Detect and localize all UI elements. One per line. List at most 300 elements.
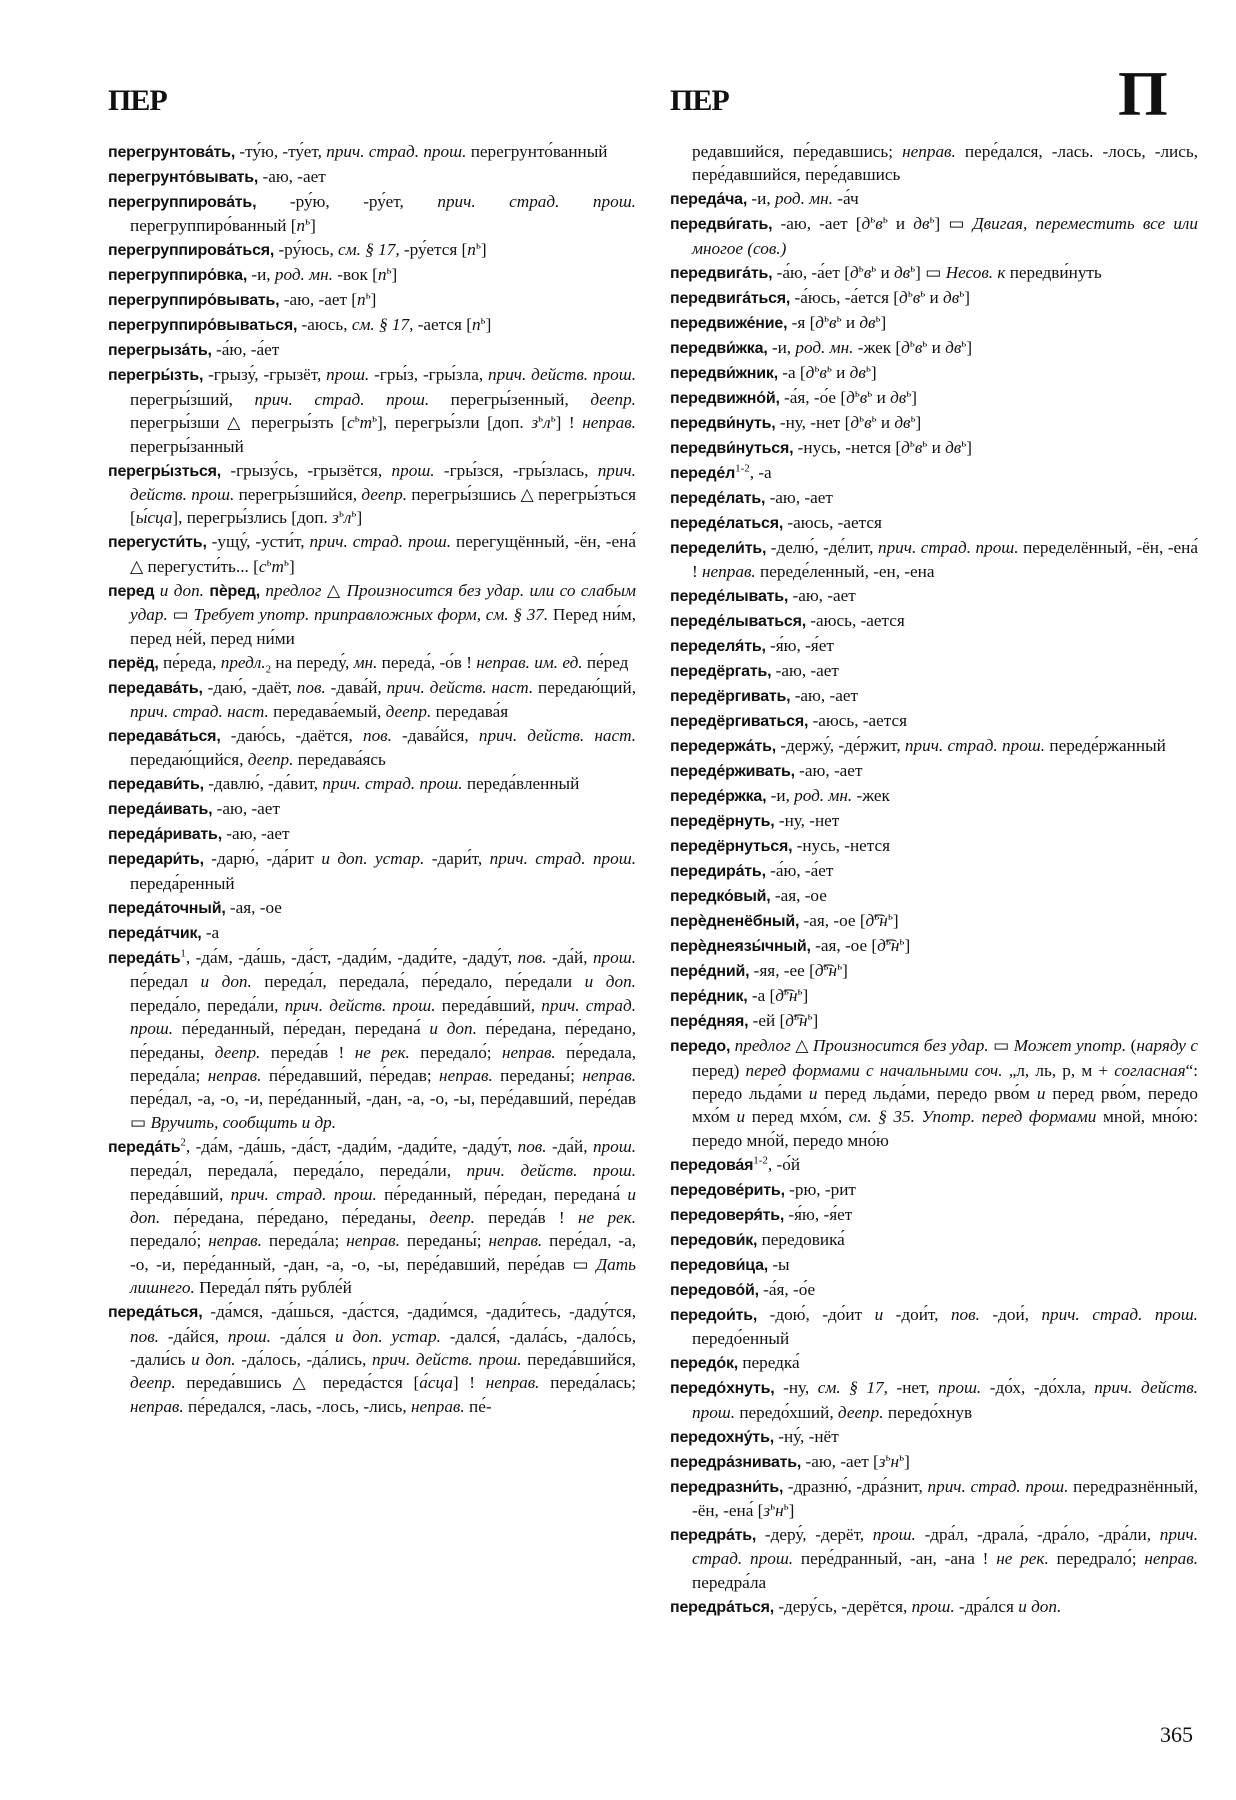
entry-text: -да́й, — [546, 947, 593, 967]
entry-text: -нусь, -нется — [792, 836, 891, 856]
grammar-note: дв — [849, 362, 866, 382]
entry-text: ь — [885, 1450, 891, 1463]
grammar-note: з — [878, 1451, 886, 1471]
entry-text: ь — [538, 412, 544, 425]
entry-text: -ая, -ое — [225, 897, 282, 917]
entry-text: переда́вшийся, — [521, 1349, 636, 1369]
headword: перегруппиро́вываться, — [108, 317, 298, 335]
entry-text: -даю́сь, -даётся, — [220, 726, 363, 746]
entry-text: -гры́зся, -гры́злась, — [434, 460, 598, 480]
dictionary-entry — [670, 634, 1198, 658]
entry-text: ь — [338, 507, 344, 520]
grammar-note: д — [846, 387, 855, 407]
entry-text: перегры́зшись △ перегры́зться [ — [130, 485, 636, 528]
entry-text: переде́ленный, -ен, -ена — [755, 562, 935, 582]
headword: передёргивать, — [670, 688, 791, 706]
entry-text: ь — [858, 262, 864, 275]
entry-text: переда́вший, — [130, 1184, 231, 1204]
entry-text: ] — [964, 287, 970, 307]
grammar-note: с — [346, 413, 355, 433]
entry-text: -дава́й, — [325, 677, 387, 697]
grammar-note: и доп. устар. — [335, 1326, 441, 1346]
entry-text: передава́емый, — [268, 702, 386, 722]
headword: передели́ть, — [670, 539, 767, 557]
entry-text: 1 — [180, 947, 186, 960]
headword: переда́тчик, — [108, 924, 202, 942]
headword: переда́точный, — [108, 899, 226, 917]
entry-text: -рю, -рит — [784, 1179, 856, 1199]
entry-text: перегруппиро́ванный [ — [130, 216, 297, 236]
entry-text: ь — [907, 287, 913, 300]
entry-text: на переду́, — [271, 652, 354, 672]
entry-text: -и, — [247, 265, 275, 285]
headword: передра́знивать, — [670, 1453, 802, 1471]
grammar-note: Дать лишнего. — [130, 1254, 636, 1298]
entry-text: -аю, -ает — [790, 686, 858, 706]
entry-text: 1-2 — [735, 462, 750, 475]
entry-text: переда́л, передала́, пе́редало, пе́редали — [251, 972, 585, 992]
grammar-note: и доп. — [191, 1349, 236, 1369]
entry-text: переда́ла; — [261, 1231, 347, 1251]
entry-text: перегры́зшийся, — [234, 485, 362, 505]
dictionary-entry — [108, 288, 636, 312]
dictionary-entry — [670, 461, 1198, 485]
entry-text: Переда́л пя́ть рубле́й — [194, 1278, 352, 1298]
headword: передове́рить, — [670, 1181, 785, 1199]
running-head-right: ПЕР — [670, 84, 729, 117]
grammar-note: в — [875, 214, 883, 234]
dictionary-entry — [670, 1153, 1198, 1177]
entry-text: ь — [807, 1010, 813, 1023]
entry-text: ь — [783, 1500, 789, 1513]
entry-text: пе́реда, — [158, 652, 221, 672]
grammar-note: неправ. — [439, 1065, 493, 1085]
entry-text: -да́й, — [546, 1136, 593, 1156]
headword: передо, — [670, 1038, 731, 1056]
entry-text: -аю, -ает — [212, 799, 280, 819]
entry-text: редавшийся, пе́редавшись; — [692, 142, 903, 161]
entry-text: и — [927, 337, 946, 357]
entry-text: -а́я, -о́е [ — [779, 387, 847, 407]
grammar-note: прич. страд. наст. — [130, 702, 269, 722]
headword: передви́жка, — [670, 339, 768, 357]
entry-text: ь — [550, 412, 556, 425]
grammar-note: предлог △ Произносится без удар. или со слабым удар. ▭ Требует употр. приправложных форм, см. § 37. — [130, 580, 636, 625]
entry-text: -аюсь, -ается — [783, 512, 882, 532]
dictionary-entry — [108, 313, 636, 337]
entry-text: перегры́зший, — [130, 389, 255, 409]
grammar-note: д — [849, 262, 859, 282]
entry-text: передра́ла — [692, 1572, 767, 1592]
grammar-note: прош. — [391, 460, 435, 480]
entry-text: , -да́м, -да́шь, -да́ст, -дади́м, -дади́те, -даду́т, — [185, 1136, 518, 1156]
entry-text: -ру́ется [ — [399, 240, 468, 260]
grammar-note: неправ. — [488, 1231, 543, 1251]
dictionary-entry — [670, 984, 1198, 1008]
grammar-note: род. мн. — [774, 189, 833, 209]
entry-text: переданы́; — [399, 1231, 489, 1251]
entry-text: -а́ю, -а́ет [ — [772, 262, 850, 282]
entry-text: ь — [824, 312, 830, 325]
entry-text: -ая, -ое [ — [810, 936, 878, 956]
dictionary-entry — [670, 336, 1198, 360]
headword: передвига́ть, — [670, 264, 773, 282]
dictionary-entry — [108, 772, 636, 796]
headword: переда́ривать, — [108, 826, 222, 844]
grammar-note: в — [914, 337, 923, 357]
headword: передви́нуть, — [670, 414, 776, 432]
entry-text: ь — [365, 289, 371, 302]
headword: передви́гать, — [670, 216, 773, 234]
dictionary-entry — [670, 286, 1198, 310]
entry-text: ь — [475, 239, 481, 252]
entry-text: -аюсь, -ается — [806, 611, 905, 631]
headword: перѐднеязы́чный, — [670, 938, 811, 956]
headword: передёрнуть, — [670, 813, 775, 831]
grammar-note: прич. действ. прош. — [130, 460, 636, 505]
entry-text: -ы — [768, 1254, 790, 1274]
grammar-note: д — [850, 412, 860, 432]
grammar-note: дв — [890, 387, 907, 407]
entry-text: -аю, -ает — [258, 167, 326, 186]
entry-text: ] ! — [555, 413, 583, 433]
entry-text: переда́вленный — [462, 774, 580, 794]
headword: передоверя́ть, — [670, 1206, 785, 1224]
entry-text: ь — [867, 387, 873, 400]
entry-text: -ру́ю, -ру́ет, — [256, 192, 438, 211]
entry-text: -дра́лся — [954, 1596, 1019, 1616]
entry-text: ь — [887, 910, 893, 923]
entry-text: передви́нуть — [1005, 262, 1102, 282]
grammar-note: и — [1036, 1084, 1046, 1104]
grammar-note: л — [543, 413, 551, 433]
headword: передви́нуться, — [670, 439, 794, 457]
entry-text: -деру́, -дерёт, — [756, 1525, 873, 1545]
grammar-note: з — [531, 413, 539, 433]
entry-text: ь — [906, 387, 912, 400]
dictionary-entry — [108, 263, 636, 287]
grammar-note: деепр. — [247, 750, 294, 770]
entry-text: -аю, -ает — [788, 586, 856, 606]
entry-text: ] — [966, 437, 973, 457]
entry-text: пе́редана, пе́редано, пе́реданы, — [160, 1207, 430, 1227]
entry-text: -дра́л, -драла́, -дра́ло, -дра́ли, — [915, 1525, 1160, 1545]
grammar-note: п — [296, 216, 306, 236]
dictionary-entry — [670, 486, 1198, 510]
entry-text: передаю́щийся, — [130, 750, 248, 770]
entry-text: -ей [ — [748, 1011, 786, 1031]
entry-text: ], перегры́злись [доп. — [172, 508, 333, 528]
dictionary-entry — [108, 363, 636, 458]
entry-text: ] — [966, 337, 973, 357]
grammar-note: наряду с — [1136, 1036, 1198, 1056]
entry-text: ] — [370, 290, 377, 310]
dictionary-entry — [670, 1450, 1198, 1474]
entry-text: и — [876, 262, 894, 282]
headword: передови́ца, — [670, 1256, 769, 1274]
dictionary-entry — [108, 1300, 636, 1418]
grammar-note: Двигая, переместить все или многое (сов.) — [692, 214, 1198, 258]
section-letter: П — [1118, 58, 1168, 129]
entry-text: ь — [797, 985, 803, 998]
grammar-note: и доп. — [154, 580, 210, 600]
dictionary-entry — [670, 659, 1198, 683]
entry-text: -ну, -нет — [774, 811, 840, 831]
grammar-note: прич. страд. прош. — [437, 192, 636, 211]
grammar-note: деепр. — [214, 1042, 261, 1062]
entry-text: ь — [899, 1450, 905, 1463]
entry-text: ь — [909, 437, 915, 450]
entry-text: пе́редавший, пе́редав; — [261, 1065, 440, 1085]
entry-text: и — [841, 312, 860, 332]
grammar-note: прич. действ. прош. — [488, 365, 636, 385]
entry-text: передразнённый, -ён, -ена́ [ — [692, 1476, 1198, 1521]
grammar-note: д — [901, 337, 910, 357]
entry-text: 1-2 — [753, 1154, 768, 1167]
headword: передохну́ть, — [670, 1428, 774, 1446]
entry-text: -грызу́сь, -грызётся, — [221, 460, 392, 480]
dictionary-entry — [670, 261, 1198, 285]
grammar-note: прич. действ. наст. — [478, 726, 636, 746]
grammar-note: прош. — [938, 1378, 982, 1398]
grammar-note: и доп. — [200, 972, 252, 992]
entry-text: ь — [959, 287, 965, 300]
entry-text: пе́реданный, пе́редан, передана́ — [173, 1019, 430, 1039]
headword: передержа́ть, — [670, 738, 777, 756]
dictionary-entry — [108, 946, 636, 1134]
headword: передра́ться, — [670, 1598, 775, 1616]
entry-text: ь — [823, 960, 829, 973]
grammar-note: прич. действ. прош. — [692, 1378, 1198, 1422]
entry-text: ь — [910, 262, 916, 275]
dictionary-entry — [670, 609, 1198, 633]
entry-text: пе́редал — [130, 972, 201, 992]
grammar-note: з — [763, 1501, 771, 1521]
grammar-note: пов. — [950, 1304, 980, 1324]
dictionary-entry — [108, 896, 636, 920]
grammar-note: прич. страд. прош. — [254, 389, 430, 409]
dictionary-entry — [108, 797, 636, 821]
dictionary-entry — [108, 165, 636, 189]
grammar-note: н — [798, 1011, 808, 1031]
entry-text: -дои́, — [979, 1304, 1042, 1324]
entry-text: переда́вший, — [435, 995, 542, 1015]
grammar-note: дв — [945, 437, 962, 457]
grammar-note: ы́сца — [135, 508, 173, 528]
headword: передёрнуться, — [670, 838, 793, 856]
grammar-note: неправ. — [346, 1231, 400, 1251]
entry-text: переда́л, передала́, переда́ло, переда́ли, — [130, 1161, 467, 1181]
entry-text: пере́дранный, -ан, -ана ! — [793, 1549, 997, 1569]
entry-text: -давлю́, -да́вит, — [203, 774, 323, 794]
entry-text: -гры́з, -гры́зла, — [369, 365, 489, 385]
grammar-note: дв — [913, 214, 930, 234]
grammar-note: и — [736, 1107, 746, 1127]
entry-text: ь — [770, 1500, 776, 1513]
entry-text: -а́юсь, -а́ется [ — [790, 287, 899, 307]
grammar-note: в — [859, 387, 868, 407]
dictionary-entry — [670, 1303, 1198, 1351]
grammar-note: неправ. — [502, 1042, 556, 1062]
entry-text: переделённый, -ён, -ена́ ! — [692, 537, 1198, 582]
entry-text: перед мхо́м, — [745, 1107, 849, 1127]
headword: переда́ивать, — [108, 801, 213, 819]
entry-text: переда́ренный — [130, 873, 235, 893]
headword: перегры́зться, — [108, 462, 222, 480]
grammar-note: прич. страд. прош. — [489, 849, 637, 869]
dictionary-entry — [670, 1475, 1198, 1523]
dictionary-entry — [670, 212, 1198, 260]
dictionary-entry — [670, 909, 1198, 933]
dictionary-entry — [108, 140, 636, 164]
headword: перегруппирова́ться, — [108, 242, 275, 260]
headword: передо́хнуть, — [670, 1380, 775, 1398]
grammar-note: в — [864, 412, 872, 432]
entry-text: ь — [783, 985, 789, 998]
headword: перегруппиро́вка, — [108, 267, 248, 285]
entry-text: -да́йся, — [158, 1326, 228, 1346]
entry-text: -яя, -ее [ — [749, 961, 815, 981]
entry-text: перед льда́ми, передо рво́м — [817, 1084, 1037, 1104]
entry-text: пере́дал, -а, -о, -и, пере́данный, -дан, -а, -о, -ы, пере́давший, пере́дав ▭ — [130, 1089, 636, 1132]
dictionary-entry — [670, 734, 1198, 758]
dictionary-entry — [670, 411, 1198, 435]
entry-text: ь — [875, 312, 881, 325]
entry-text: ь — [283, 556, 289, 569]
entry-text: ь — [372, 412, 378, 425]
grammar-note: с — [258, 556, 267, 576]
entry-text: “: передо льда́ми — [692, 1060, 1198, 1104]
entry-text: и — [876, 412, 895, 432]
grammar-note: деепр. — [590, 389, 636, 409]
right-column — [670, 140, 1198, 1620]
headword: перегрыза́ть, — [108, 342, 212, 360]
grammar-note: п — [471, 315, 481, 335]
entry-text: -дари́т, — [424, 849, 490, 869]
entry-text: и — [925, 287, 944, 307]
entry-text: ь — [354, 412, 360, 425]
entry-text: передовика́ — [757, 1229, 845, 1249]
dictionary-entry — [670, 1178, 1198, 1202]
dictionary-entry — [670, 859, 1198, 883]
entry-text: ь — [909, 337, 915, 350]
grammar-note: см. § 17, — [338, 240, 400, 260]
grammar-note: и доп. устар. — [321, 849, 425, 869]
entry-text: -аю, -ает — [771, 661, 839, 681]
entry-text: передка́ — [738, 1353, 800, 1373]
grammar-note: прич. страд. прош. — [326, 142, 467, 161]
entry-text: перегрунто́ванный — [466, 142, 608, 161]
entry-text: -ущу́, -усти́т, — [206, 532, 310, 552]
headword: перегруппиро́вывать, — [108, 292, 280, 310]
grammar-note: и доп. — [429, 1019, 477, 1039]
entry-text: ь — [793, 1010, 799, 1023]
grammar-note: т — [359, 413, 373, 433]
grammar-note: з — [332, 508, 339, 528]
grammar-note: дв — [943, 287, 960, 307]
entry-text: ь — [871, 412, 877, 425]
grammar-note: д͡ — [775, 986, 784, 1006]
grammar-note: и доп. — [584, 972, 636, 992]
entry-text: , -да́м, -да́шь, -да́ст, -дади́м, -дади́те, -даду́т, — [185, 947, 518, 967]
entry-text: переда́, -о́в ! — [377, 652, 477, 672]
entry-text: -а́я, -о́е — [758, 1279, 816, 1299]
headword: переде́л — [670, 464, 736, 482]
entry-text: -аю, -ает — [221, 824, 290, 844]
grammar-note: н — [828, 961, 838, 981]
entry-text: передо́хший, — [735, 1402, 838, 1422]
entry-text: -я́ю, -я́ет — [765, 636, 834, 656]
grammar-note: в — [829, 312, 837, 332]
entry-text: ь — [885, 935, 891, 948]
entry-text: ] — [904, 936, 911, 956]
entry-text: -дался́, -дала́сь, -дало́сь, -дали́сь — [130, 1326, 636, 1369]
grammar-note: прич. страд. прош. — [904, 736, 1046, 756]
entry-text: ь — [865, 362, 871, 375]
entry-text: -а́ю, -а́ет — [765, 861, 834, 881]
entry-text: пе́редана, пе́редано, пе́реданы, — [130, 1019, 636, 1062]
dictionary-entry — [670, 884, 1198, 908]
entry-text: ь — [961, 437, 967, 450]
grammar-note: неправ. — [207, 1065, 262, 1085]
left-column — [108, 140, 636, 1419]
grammar-note: деепр. — [130, 1373, 176, 1393]
entry-text: передало́; — [409, 1042, 503, 1062]
entry-text: переданы́; — [492, 1065, 583, 1085]
headword: передова́я — [670, 1156, 754, 1174]
grammar-note: род. мн. — [795, 337, 854, 357]
grammar-note: не рек. — [996, 1549, 1049, 1569]
headword: переде́рживать, — [670, 763, 795, 781]
dictionary-entry — [108, 338, 636, 362]
headword: перѐдненёбный, — [670, 913, 800, 931]
dictionary-entry — [108, 459, 636, 530]
grammar-note: т — [271, 556, 284, 576]
entry-text: ] — [310, 216, 316, 236]
entry-text: ь — [882, 213, 888, 226]
entry-text: ] — [356, 508, 363, 528]
headword: перегрунто́вывать, — [108, 169, 259, 186]
entry-text: , -о́й — [767, 1154, 801, 1174]
dictionary-entry — [670, 511, 1198, 535]
grammar-note: п — [357, 290, 366, 310]
dictionary-entry — [108, 579, 636, 650]
headword: переда́ть — [108, 949, 181, 967]
entry-text: ь — [920, 287, 926, 300]
grammar-note: д — [815, 312, 824, 332]
dictionary-entry — [670, 436, 1198, 460]
grammar-note: пов. — [517, 947, 547, 967]
entry-text: переда́в ! — [474, 1207, 578, 1227]
grammar-note: пов. — [130, 1326, 159, 1346]
entry-text: ь — [922, 437, 928, 450]
grammar-note: прич. страд. прош. — [877, 537, 1019, 557]
entry-text: передава́ясь — [293, 750, 386, 770]
entry-text: -а́ю, -а́ет — [211, 340, 280, 360]
grammar-note: род. мн. — [274, 265, 333, 285]
grammar-note: н — [775, 1501, 784, 1521]
grammar-note: не рек. — [577, 1207, 637, 1227]
grammar-note: прош. — [227, 1326, 271, 1346]
entry-text: -ту́ю, -ту́ет, — [235, 142, 327, 161]
grammar-note: н — [890, 1451, 900, 1471]
grammar-note: мн. — [353, 652, 378, 672]
entry-text: перегры́зши △ перегры́зть [ — [130, 413, 347, 433]
entry-text: перегры́зенный, — [429, 389, 591, 409]
dictionary-entry — [670, 709, 1198, 733]
headword: передвижно́й, — [670, 389, 780, 407]
entry-text: -деру́сь, -дерётся, — [774, 1596, 912, 1616]
